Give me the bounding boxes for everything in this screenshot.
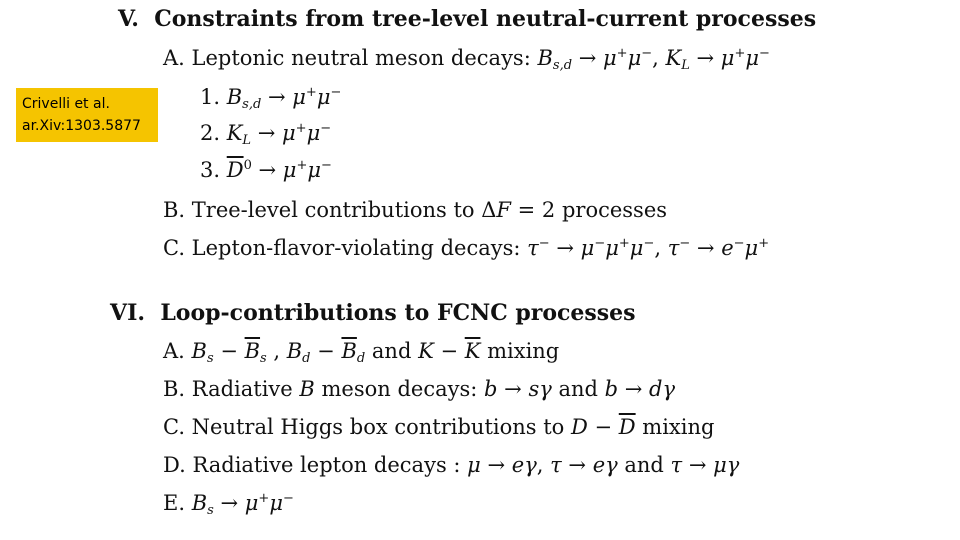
section-v-item-a3: 3. $\overline{D}^0 \to \mu^+\mu^-$ bbox=[200, 158, 332, 182]
section-v-item-a: A. Leptonic neutral meson decays: $B_{s,d} \to \mu^+\mu^-$, $K_L \to \mu^+\mu^-$ bbox=[163, 46, 770, 73]
section-vi-item-d: D. Radiative lepton decays : μ → eγ, τ → eγ and τ → μγ bbox=[163, 453, 740, 477]
section-v-item-a1: 1. $B_{s,d} \to \mu^+\mu^-$ bbox=[200, 85, 342, 112]
section-vi-heading: VI. Loop-contributions to FCNC processes bbox=[110, 300, 636, 326]
section-v-item-c: C. Lepton-flavor-violating decays: τ− → μ−μ+μ−, τ− → e−μ+ bbox=[163, 236, 770, 260]
section-vi-item-b: B. Radiative B meson decays: b → sγ and b → dγ bbox=[163, 377, 676, 401]
section-vi-item-c: C. Neutral Higgs box contributions to $D - \overline{D}$ mixing bbox=[163, 415, 715, 439]
section-v-item-a2: 2. $K_L \to \mu^+\mu^-$ bbox=[200, 121, 332, 148]
citation-label bbox=[16, 88, 158, 142]
citation-authors: Crivelli et al. bbox=[22, 96, 110, 112]
citation-arxiv: ar.Xiv:1303.5877 bbox=[22, 118, 141, 134]
section-vi-item-e: E. $B_s \to \mu^+\mu^-$ bbox=[163, 491, 294, 518]
section-vi-item-a: A. $B_s - \overline{B}_s$ , $B_d - \overline{B}_d$ and $K - \overline{K}$ mixing bbox=[163, 339, 560, 366]
section-v-item-b: B. Tree-level contributions to ΔF = 2 processes bbox=[163, 198, 668, 222]
section-v-heading: V. Constraints from tree-level neutral-current processes bbox=[118, 6, 817, 32]
